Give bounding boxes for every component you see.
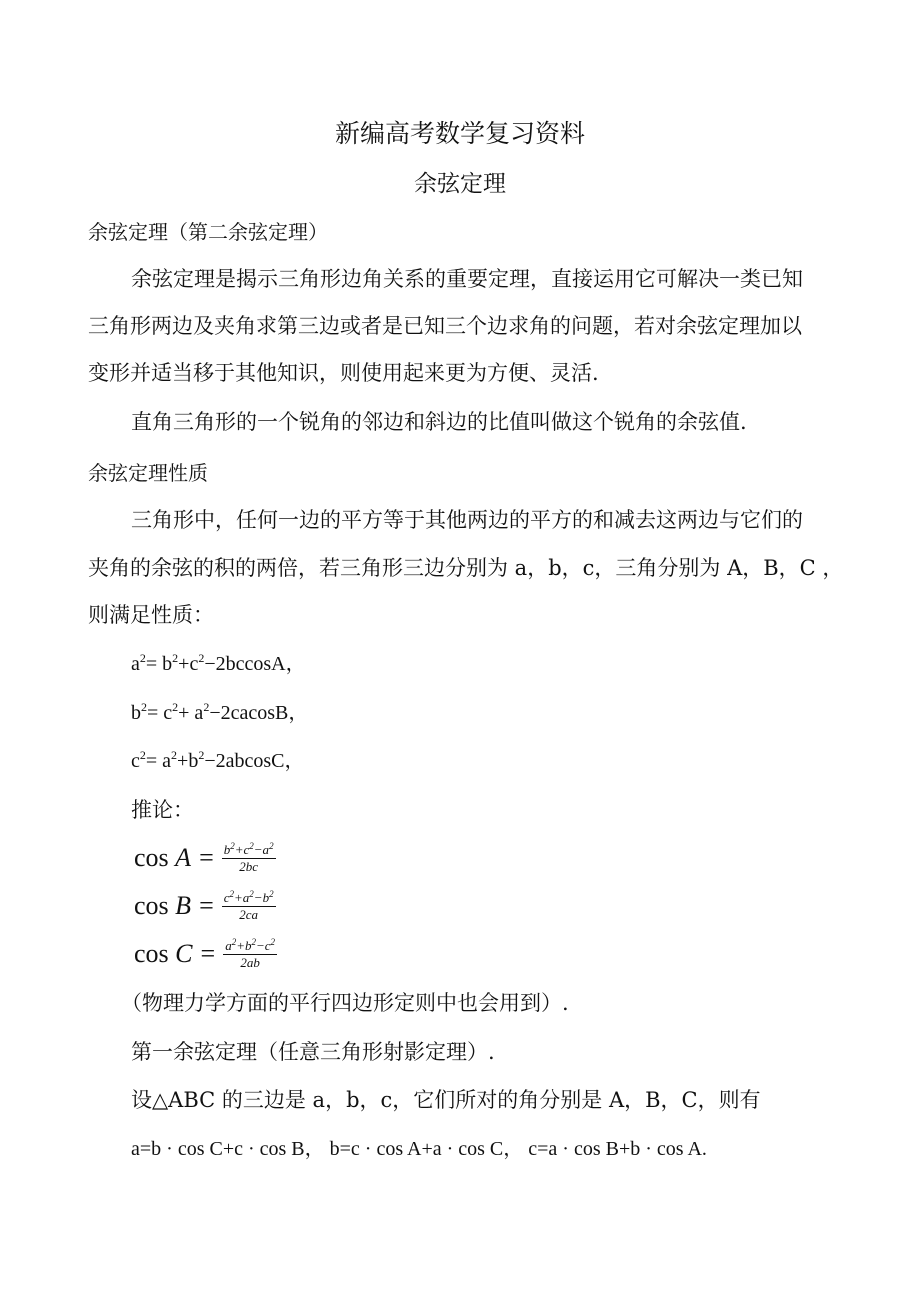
fraction: $\frac{b^2+c^2-a^2}{2bc}$ xyxy=(223,840,274,874)
law-of-cosines-formula-a: $a^2= b^2+c^2-2bccosA$， xyxy=(131,651,306,675)
paragraph-line: 三角形中，任何一边的平方等于其他两边的平方的和减去这两边与它们的 xyxy=(131,508,803,532)
corollary-label: 推论： xyxy=(131,798,194,822)
physics-note: （物理力学方面的平行四边形定则中也会用到）. xyxy=(121,991,569,1015)
document-title: 新编高考数学复习资料 xyxy=(334,119,585,148)
section-heading-law-of-cosines: 余弦定理（第二余弦定理） xyxy=(88,220,328,244)
law-of-cosines-formula-b: $b^2= c^2+ a^2-2cacosB$， xyxy=(131,700,309,724)
section-heading-properties: 余弦定理性质 xyxy=(88,461,208,485)
definition-paragraph: 直角三角形的一个锐角的邻边和斜边的比值叫做这个锐角的余弦值. xyxy=(131,410,747,434)
fraction: $\frac{a^2+b^2-c^2}{2ab}$ xyxy=(225,936,276,970)
cos-a-formula: cos A = $\frac{b^2+c^2-a^2}{2bc}$ xyxy=(134,840,274,874)
fraction: $\frac{c^2+a^2-b^2}{2ca}$ xyxy=(223,888,274,922)
paragraph-line: 变形并适当移于其他知识，则使用起来更为方便、灵活. xyxy=(88,361,599,385)
paragraph-line: 则满足性质： xyxy=(88,603,214,627)
paragraph-line: 余弦定理是揭示三角形边角关系的重要定理，直接运用它可解决一类已知 xyxy=(131,267,803,291)
paragraph-line: 夹角的余弦的积的两倍，若三角形三边分别为 a，b，c，三角分别为 A，B，C ， xyxy=(88,556,844,580)
paragraph-line: 三角形两边及夹角求第三边或者是已知三个边求角的问题，若对余弦定理加以 xyxy=(88,314,802,338)
law-of-cosines-formula-c: $c^2= a^2+b^2-2abcosC$， xyxy=(131,748,305,772)
document-subtitle: 余弦定理 xyxy=(414,171,506,197)
cos-c-formula: cos C = $\frac{a^2+b^2-c^2}{2ab}$ xyxy=(134,936,276,970)
first-law-heading: 第一余弦定理（任意三角形射影定理）. xyxy=(131,1040,495,1064)
cos-b-formula: cos B = $\frac{c^2+a^2-b^2}{2ca}$ xyxy=(134,888,274,922)
projection-formula: a=b · cos C+c · cos B， b=c · cos A+a · cos C， c=a · cos B+b · cos A. xyxy=(131,1138,707,1160)
first-law-description: 设△ABC 的三边是 a，b，c，它们所对的角分别是 A，B，C，则有 xyxy=(131,1088,761,1112)
